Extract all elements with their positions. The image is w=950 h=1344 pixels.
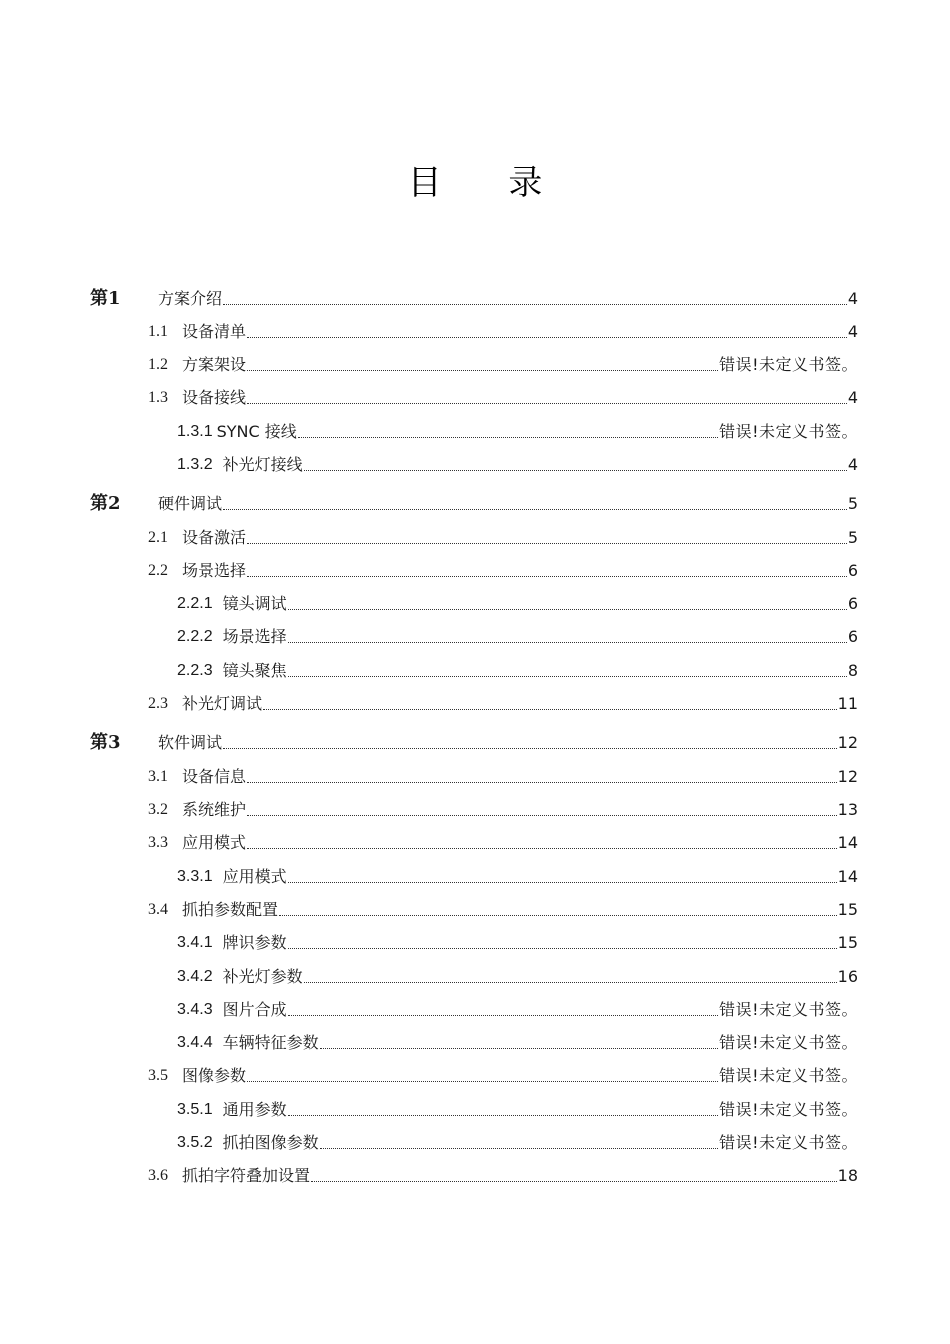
toc-entry-number: 3.2 <box>148 801 168 818</box>
toc-entry-title: 硬件调试 <box>158 494 223 513</box>
toc-entry-title: 设备接线 <box>182 388 247 407</box>
toc-dot-leader <box>311 1180 837 1182</box>
toc-entry-number: 3.5.1 <box>177 1101 213 1118</box>
toc-dot-leader <box>288 1114 718 1116</box>
toc-dot-leader <box>288 675 847 677</box>
toc-entry-number: 2.2.1 <box>177 595 213 612</box>
toc-entry-number: 3.4.2 <box>177 968 213 985</box>
toc-entry-level-2[interactable] <box>148 897 858 921</box>
toc-dot-leader <box>320 1047 718 1049</box>
toc-entry-page: 错误!未定义书签。 <box>719 1066 858 1085</box>
toc-dot-leader <box>247 575 847 577</box>
toc-entry-page: 4 <box>847 388 858 407</box>
toc-entry-level-2[interactable] <box>148 525 858 549</box>
toc-dot-leader <box>247 1080 718 1082</box>
toc-entry-title: 补光灯参数 <box>222 967 303 986</box>
toc-entry-page: 5 <box>847 494 858 513</box>
toc-entry-number: 2.2.2 <box>177 628 213 645</box>
toc-entry-page: 6 <box>847 594 858 613</box>
toc-entry-title: 镜头聚焦 <box>222 661 287 680</box>
toc-entry-number: 1.3.2 <box>177 456 213 473</box>
toc-entry-page: 14 <box>837 867 858 886</box>
toc-entry-title: 应用模式 <box>182 833 247 852</box>
toc-entry-level-3[interactable] <box>177 864 858 888</box>
toc-entry-title: 通用参数 <box>222 1100 287 1119</box>
toc-entry-level-2[interactable] <box>148 830 858 854</box>
toc-entry-title: 补光灯调试 <box>182 694 263 713</box>
toc-dot-leader <box>288 881 837 883</box>
toc-entry-title: 系统维护 <box>182 800 247 819</box>
toc-dot-leader <box>279 914 837 916</box>
toc-title: 目 录 <box>407 163 571 203</box>
toc-entry-number: 1.3.1 <box>177 423 213 440</box>
toc-entry-number: 第1 <box>90 288 121 309</box>
toc-entry-page: 18 <box>837 1166 858 1185</box>
toc-entry-title: 车辆特征参数 <box>222 1033 319 1052</box>
toc-entry-title: 设备信息 <box>182 767 247 786</box>
toc-entry-level-2[interactable] <box>148 385 858 409</box>
toc-dot-leader <box>247 369 718 371</box>
toc-entry-level-3[interactable] <box>177 624 858 648</box>
toc-entry-number: 1.3 <box>148 389 168 406</box>
toc-entry-title: 图像参数 <box>182 1066 247 1085</box>
toc-entry-page: 错误!未定义书签。 <box>719 1133 858 1152</box>
toc-entry-level-3[interactable] <box>177 964 858 988</box>
toc-dot-leader <box>247 542 847 544</box>
toc-entry-number: 3.4.3 <box>177 1001 213 1018</box>
toc-entry-page: 错误!未定义书签。 <box>719 1000 858 1019</box>
toc-entry-page: 14 <box>837 833 858 852</box>
toc-entry-number: 3.5.2 <box>177 1134 213 1151</box>
toc-entry-page: 15 <box>837 933 858 952</box>
toc-entry-page: 12 <box>837 733 858 752</box>
toc-entry-number: 2.3 <box>148 695 168 712</box>
toc-dot-leader <box>288 1014 718 1016</box>
toc-entry-page: 4 <box>847 455 858 474</box>
toc-entry-page: 4 <box>847 322 858 341</box>
toc-dot-leader <box>304 469 847 471</box>
toc-dot-leader <box>288 641 847 643</box>
toc-entry-level-1[interactable] <box>90 730 858 754</box>
toc-entry-number: 2.2 <box>148 562 168 579</box>
toc-entry-page: 13 <box>837 800 858 819</box>
toc-entry-level-3[interactable] <box>177 1130 858 1154</box>
toc-entry-number: 3.4.4 <box>177 1034 213 1051</box>
toc-entry-number: 1.2 <box>148 356 168 373</box>
toc-dot-leader <box>223 747 837 749</box>
toc-entry-level-2[interactable] <box>148 558 858 582</box>
toc-entry-number: 3.1 <box>148 768 168 785</box>
toc-entry-number: 3.5 <box>148 1067 168 1084</box>
toc-entry-level-3[interactable] <box>177 930 858 954</box>
toc-dot-leader <box>247 781 837 783</box>
toc-dot-leader <box>247 402 847 404</box>
toc-entry-title: 场景选择 <box>222 627 287 646</box>
toc-entry-title: 场景选择 <box>182 561 247 580</box>
toc-entry-title: 抓拍字符叠加设置 <box>182 1166 311 1185</box>
toc-entry-level-3[interactable] <box>177 419 858 443</box>
toc-entry-level-1[interactable] <box>90 491 858 515</box>
toc-entry-level-3[interactable] <box>177 658 858 682</box>
toc-dot-leader <box>288 947 837 949</box>
toc-entry-number: 3.4.1 <box>177 934 213 951</box>
toc-entry-level-1[interactable] <box>90 286 858 310</box>
toc-entry-level-2[interactable] <box>148 691 858 715</box>
toc-entry-title: 应用模式 <box>222 867 287 886</box>
toc-entry-number: 3.3.1 <box>177 868 213 885</box>
toc-dot-leader <box>223 508 847 510</box>
toc-entry-page: 错误!未定义书签。 <box>719 1100 858 1119</box>
toc-entry-page: 错误!未定义书签。 <box>719 422 858 441</box>
toc-entry-title: 图片合成 <box>222 1000 287 1019</box>
toc-entry-title: 设备激活 <box>182 528 247 547</box>
toc-entry-level-2[interactable] <box>148 1163 858 1187</box>
toc-entry-page: 6 <box>847 627 858 646</box>
toc-dot-leader <box>247 814 837 816</box>
toc-dot-leader <box>263 708 837 710</box>
toc-entry-number: 3.6 <box>148 1167 168 1184</box>
toc-dot-leader <box>304 981 837 983</box>
toc-dot-leader <box>223 303 847 305</box>
toc-entry-page: 5 <box>847 528 858 547</box>
toc-entry-page: 6 <box>847 561 858 580</box>
toc-entry-page: 错误!未定义书签。 <box>719 1033 858 1052</box>
toc-entry-level-3[interactable] <box>177 452 858 476</box>
toc-entry-title: 软件调试 <box>158 733 223 752</box>
toc-entry-level-2[interactable] <box>148 1063 858 1087</box>
toc-entry-title: 镜头调试 <box>222 594 287 613</box>
toc-dot-leader <box>247 336 847 338</box>
toc-entry-page: 4 <box>847 289 858 308</box>
toc-entry-number: 2.1 <box>148 529 168 546</box>
toc-entry-page: 8 <box>847 661 858 680</box>
toc-entry-page: 错误!未定义书签。 <box>719 355 858 374</box>
toc-entry-level-2[interactable] <box>148 319 858 343</box>
toc-dot-leader <box>320 1147 718 1149</box>
toc-entry-title: 抓拍参数配置 <box>182 900 279 919</box>
toc-entry-number: 1.1 <box>148 323 168 340</box>
toc-entry-page: 16 <box>837 967 858 986</box>
toc-entry-level-2[interactable] <box>148 764 858 788</box>
toc-entry-level-3[interactable] <box>177 1030 858 1054</box>
toc-entry-level-3[interactable] <box>177 1097 858 1121</box>
toc-dot-leader <box>298 436 718 438</box>
toc-entry-title: 抓拍图像参数 <box>222 1133 319 1152</box>
toc-entry-page: 11 <box>837 694 858 713</box>
toc-entry-level-3[interactable] <box>177 997 858 1021</box>
toc-entry-level-3[interactable] <box>177 591 858 615</box>
toc-entry-number: 第3 <box>90 732 121 753</box>
toc-dot-leader <box>288 608 847 610</box>
toc-entry-number: 2.2.3 <box>177 662 213 679</box>
toc-entry-title: SYNC 接线 <box>216 422 297 441</box>
toc-entry-number: 第2 <box>90 493 121 514</box>
toc-entry-title: 方案架设 <box>182 355 247 374</box>
toc-entry-number: 3.3 <box>148 834 168 851</box>
toc-entry-title: 方案介绍 <box>158 289 223 308</box>
toc-entry-title: 补光灯接线 <box>222 455 303 474</box>
toc-entry-level-2[interactable] <box>148 352 858 376</box>
toc-entry-number: 3.4 <box>148 901 168 918</box>
toc-entry-title: 牌识参数 <box>222 933 287 952</box>
toc-entry-page: 15 <box>837 900 858 919</box>
toc-dot-leader <box>247 847 837 849</box>
toc-entry-title: 设备清单 <box>182 322 247 341</box>
toc-entry-page: 12 <box>837 767 858 786</box>
toc-entry-level-2[interactable] <box>148 797 858 821</box>
